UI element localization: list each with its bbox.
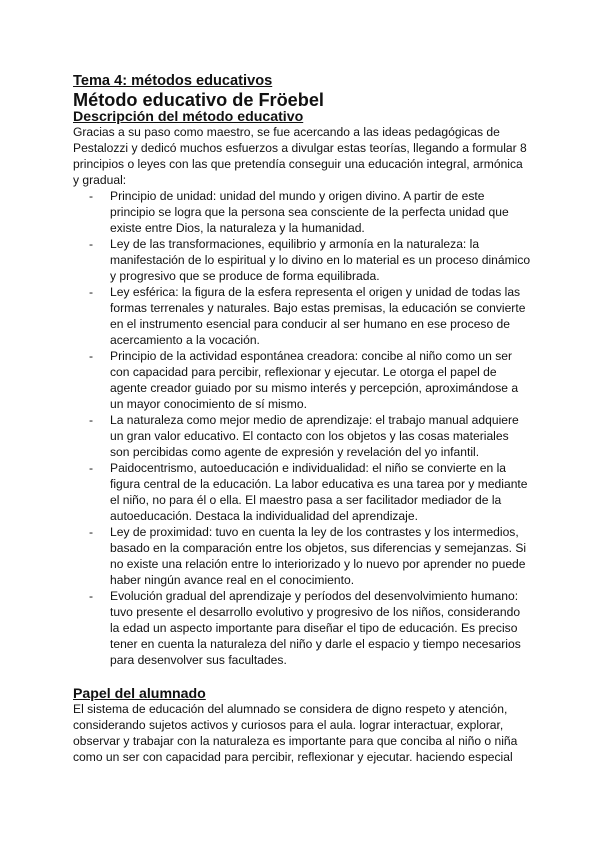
list-item [73, 588, 531, 668]
list-item [73, 348, 531, 412]
bullet-dash: - [89, 285, 94, 299]
list-item-text: Ley de las transformaciones, equilibrio y armonía en la naturaleza: la manifestación de lo espiritual y lo divino en lo material es un proceso dinámico y progresivo que se produce de forma equilibrada. [110, 237, 531, 283]
section-heading-description: Descripción del método educativo [73, 108, 304, 124]
list-item-text: La naturaleza como mejor medio de aprendizaje: el trabajo manual adquiere un gran valor educativo. El contacto con los objetos y las cosas materiales son percibidas como agente de expresión y revelación del yo infantil. [110, 413, 519, 459]
list-item-text: Principio de unidad: unidad del mundo y origen divino. A partir de este principio se logra que la persona sea consciente de la perfecta unidad que existe entre Dios, la naturaleza y la humanidad. [110, 189, 509, 235]
section-description [73, 108, 531, 668]
bullet-dash: - [89, 349, 94, 363]
list-item [73, 284, 531, 348]
list-item [73, 188, 531, 236]
document-subtitle: Método educativo de Fröebel [73, 90, 324, 110]
section-spacer [73, 668, 531, 685]
list-item [73, 524, 531, 588]
bullet-dash: - [89, 461, 94, 475]
list-item [73, 236, 531, 284]
bullet-dash: - [89, 413, 94, 427]
bullet-dash: - [89, 237, 94, 251]
list-item-text: Principio de la actividad espontánea creadora: concibe al niño como un ser con capacidad para percibir, reflexionar y ejecutar. Le otorga el papel de agente creador guiado por su mismo interés y percepción, aproximándose a un mayor conocimiento de sí mismo. [110, 349, 519, 411]
list-item [73, 460, 531, 524]
section-student-role [73, 685, 531, 765]
document-page [73, 72, 531, 765]
bullet-dash: - [89, 589, 94, 603]
intro-paragraph: Gracias a su paso como maestro, se fue acercando a las ideas pedagógicas de Pestalozzi y dedicó muchos esfuerzos a divulgar estas teorías, llegando a formular 8 principios o leyes con las que pretendía conseguir una educación integral, armónica y gradual: [73, 125, 527, 187]
section-heading-student-role: Papel del alumnado [73, 685, 206, 701]
student-role-paragraph: El sistema de educación del alumnado se considera de digno respeto y atención, considerando sujetos activos y curiosos para el aula. lograr interactuar, explorar, observar y trabajar con la naturaleza es importante para que conciba al niño o niña como un ser con capacidad para percibir, reflexionar y ejecutar. haciendo especial [73, 702, 518, 764]
list-item-text: Ley de proximidad: tuvo en cuenta la ley de los contrastes y los intermedios, basado en la comparación entre los objetos, sus diferencias y semejanzas. Si no existe una relación entre lo interiorizado y lo nuevo por aprender no puede haber ningún avance real en el conocimiento. [110, 525, 527, 587]
list-item-text: Evolución gradual del aprendizaje y períodos del desenvolvimiento humano: tuvo presente el desarrollo evolutivo y progresivo de los niños, considerando la edad un aspecto importante para diseñar el tipo de educación. Es preciso tener en cuenta la naturaleza del niño y darle el espacio y tiempo necesarios para desenvolver sus facultades. [110, 589, 521, 667]
bullet-dash: - [89, 525, 94, 539]
list-item-text: Paidocentrismo, autoeducación e individualidad: el niño se convierte en la figura central de la educación. La labor educativa es una tarea por y mediante el niño, no para él o ella. El maestro pasa a ser facilitador mediador de la autoeducación. Destaca la individualidad del aprendizaje. [110, 461, 528, 523]
bullet-dash: - [89, 189, 94, 203]
list-item-text: Ley esférica: la figura de la esfera representa el origen y unidad de todas las formas terrenales y naturales. Bajo estas premisas, la educación se convierte en el instrumento esencial para conducir al ser humano en ese proceso de acercamiento a la vocación. [110, 285, 526, 347]
principles-list [73, 188, 531, 668]
document-title: Tema 4: métodos educativos [73, 73, 273, 89]
list-item [73, 412, 531, 460]
